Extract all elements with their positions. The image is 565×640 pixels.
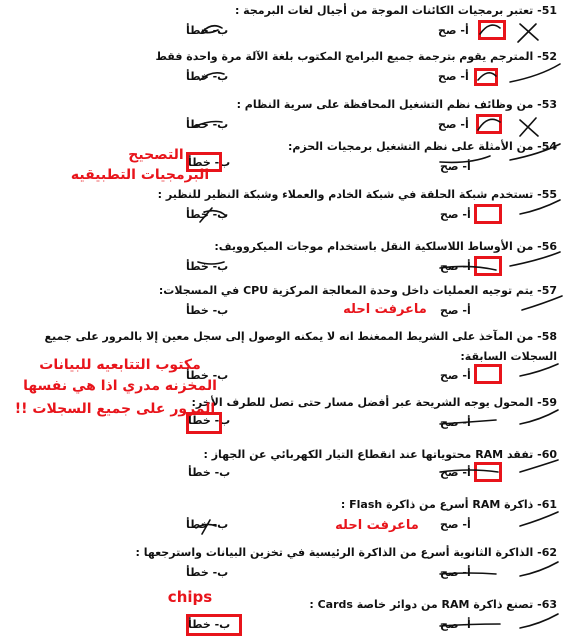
option-false: ب- خطأ (188, 466, 231, 479)
answer-box-56 (474, 256, 502, 276)
option-true: أ- صح (440, 208, 471, 221)
stroke-55 (520, 200, 560, 214)
option-true: أ- صح (438, 24, 469, 37)
option-true: أ- صح (440, 518, 471, 531)
answer-box-55 (474, 204, 502, 224)
option-true: أ- صح (440, 260, 471, 273)
stroke-60 (520, 460, 558, 472)
question-text: 63- تصنع ذاكرة RAM من دوائر خاصة Cards : (309, 598, 557, 611)
option-true: أ- صح (440, 466, 471, 479)
question-text: 61- ذاكرة RAM أسرع من ذاكرة Flash : (340, 498, 557, 511)
option-true: أ- صح (440, 416, 471, 429)
option-true: أ- صح (440, 160, 471, 173)
option-false: ب- خطأ (186, 518, 229, 531)
question-text: 53- من وظائف نظم التشغيل المحافظة على سرية النظام : (236, 98, 557, 111)
option-false: ب- خطأ (186, 369, 229, 382)
question-text: 60- تفقد RAM محتوياتها عند انقطاع التيار الكهربائي عن الجهاز : (203, 448, 557, 461)
answer-box-52 (474, 68, 498, 86)
option-false: ب- خطأ (188, 414, 231, 427)
option-false: ب- خطأ (186, 566, 229, 579)
note-correction: التصحيح (128, 147, 184, 163)
option-true: أ- صح (440, 369, 471, 382)
note-sequential-2: المخزنه مدري اذا هي نفسها (23, 378, 217, 394)
x-mark-51 (518, 24, 538, 42)
note-unsolved-61: ماعرفت احله (335, 518, 419, 533)
option-false: ب- خطأ (186, 208, 229, 221)
option-true: أ- صح (438, 118, 469, 131)
option-true: أ- صح (440, 566, 471, 579)
note-sequential-1: مكتوب التتابعيه للبيانات (39, 357, 201, 373)
stroke-57 (522, 296, 562, 310)
stroke-61 (520, 512, 558, 526)
option-false: ب- خطأ (186, 260, 229, 273)
answer-box-63 (186, 614, 242, 636)
option-false: ب- خطأ (186, 304, 229, 317)
option-false: ب- خطأ (186, 24, 229, 37)
option-false: ب- خطأ (186, 118, 229, 131)
option-true: أ- صح (440, 618, 471, 631)
option-false: ب- خطأ (188, 156, 231, 169)
option-true: أ- صح (440, 304, 471, 317)
question-text: 56- من الأوساط اللاسلكية النقل باستخدام موجات الميكروويف: (214, 240, 557, 253)
answer-box-51 (478, 20, 506, 40)
question-text: 52- المترجم يقوم بترجمة جميع البرامج المكتوب بلغة الآلة مرة واحدة فقط (155, 50, 557, 63)
option-false: ب- خطأ (186, 70, 229, 83)
question-text: 62- الذاكرة الثانوية أسرع من الذاكرة الرئيسية في تخزين البيانات واسترجعها : (135, 546, 557, 559)
answer-box-58 (474, 364, 502, 384)
note-apps: البرمجيات التطبيقيه (70, 167, 210, 183)
question-text: 51- تعتبر برمجيات الكائنات الموجة من أجيال لغات البرمجة : (234, 4, 557, 17)
stroke-63 (520, 614, 558, 628)
answer-box-60 (474, 462, 502, 482)
question-text: 54- من الأمثلة على نظم التشغيل برمجيات الحزم: (287, 140, 557, 153)
x-mark-53 (520, 118, 538, 136)
question-text: 59- المحول يوجه الشريحة عبر أفضل مسار حتى تصل للطرف الأخر: (191, 396, 557, 409)
option-false: ب- خطأ (188, 618, 231, 631)
question-text: 57- يتم توجيه العمليات داخل وحدة المعالجة المركزية CPU في المسجلات: (158, 284, 557, 297)
question-text: 58- من المآخذ على الشريط الممغنط انه لا يمكنه الوصول إلى سجل معين إلا بالمرور على جميع السجلات السابقة: (44, 330, 557, 363)
option-true: أ- صح (438, 70, 469, 83)
note-sequential-3: المرور على جميع السجلات !! (14, 401, 216, 417)
question-text: 55- تستخدم شبكة الحلقة في شبكة الخادم والعملاء وشبكة النظير للنظير : (157, 188, 557, 201)
answer-box-53 (476, 114, 502, 134)
stroke-59 (520, 410, 558, 424)
note-unsolved-57: ماعرفت احله (343, 302, 427, 317)
stroke-56 (510, 252, 560, 266)
stroke-62 (520, 562, 558, 576)
stroke-52 (510, 64, 560, 82)
note-chips: chips (167, 588, 213, 606)
